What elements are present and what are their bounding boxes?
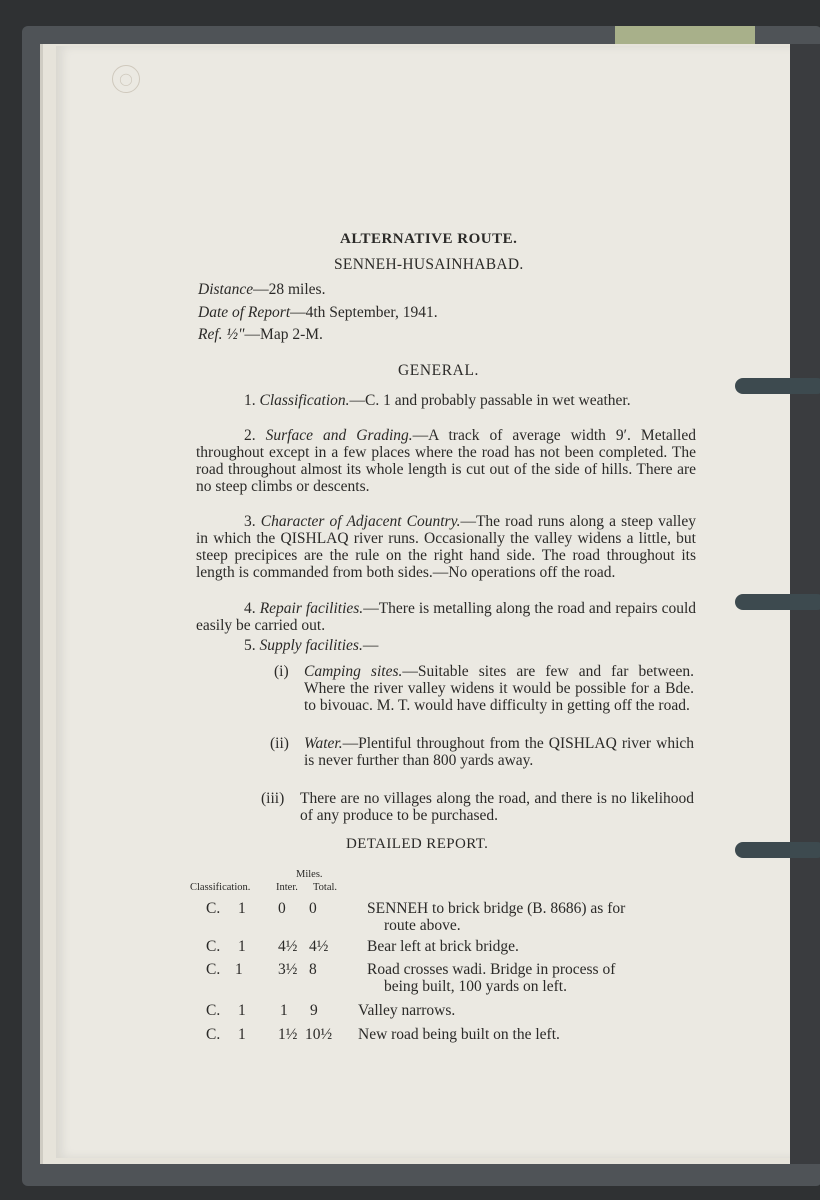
distance-line	[198, 281, 325, 298]
date-value: —4th September, 1941.	[290, 304, 438, 321]
sub-item-iii-num: (iii)	[261, 790, 285, 807]
sub-item-ii: Water.—Plentiful throughout from the QISHLAQ river which is never further than 800 yards away.	[304, 735, 694, 769]
page-title: ALTERNATIVE ROUTE.	[340, 231, 518, 247]
ref-label: Ref. ½"	[198, 326, 245, 343]
binding-string-bottom	[735, 842, 820, 858]
distance-label: Distance	[198, 281, 254, 298]
binding-string-top	[735, 378, 820, 394]
sub-item-i: Camping sites.—Suitable sites are few and far between. Where the river valley widens it would be possible for a Bde. to bivouac. M. T. would have difficulty in getting off the road.	[304, 663, 694, 714]
general-item-4: 4. Repair facilities.—There is metalling along the road and repairs could easily be carried out.	[196, 600, 697, 634]
general-item-3: 3. Character of Adjacent Country.—The road runs along a steep valley in which the QISHLAQ river runs. Occasionally the valley widens a little, but steep precipices are the rule on the right hand side. The road throughout its length is commanded from both sides.—No operations off the road.	[196, 513, 696, 581]
date-line	[198, 304, 438, 321]
folio-stamp-icon: ◯	[112, 65, 140, 93]
date-label: Date of Report	[198, 304, 291, 321]
binding-string-middle	[735, 594, 820, 610]
col-inter: Inter.	[276, 882, 298, 893]
ref-value: —Map 2-M.	[244, 326, 323, 343]
col-miles: Miles.	[296, 869, 323, 880]
distance-value: —28 miles.	[253, 281, 326, 298]
col-classification: Classification.	[190, 882, 251, 893]
sub-item-i-num: (i)	[274, 663, 289, 680]
sub-item-iii: There are no villages along the road, and there is no likelihood of any produce to be purchased.	[300, 790, 694, 824]
page-subtitle: SENNEH-HUSAINHABAD.	[334, 256, 524, 273]
detailed-heading: DETAILED REPORT.	[346, 836, 489, 852]
general-item-1: 1. Classification.—C. 1 and probably passable in wet weather.	[244, 392, 631, 409]
col-total: Total.	[313, 882, 338, 893]
sub-item-ii-num: (ii)	[270, 735, 289, 752]
general-item-5: 5. Supply facilities.—	[244, 637, 379, 654]
general-heading: GENERAL.	[398, 362, 479, 379]
general-item-2: 2. Surface and Grading.—A track of average width 9′. Metalled throughout except in a few places where the road has not been completed. The road throughout almost its whole length is cut out of the side of hills. There are no steep climbs or descents.	[196, 427, 696, 495]
ref-line	[198, 326, 323, 343]
